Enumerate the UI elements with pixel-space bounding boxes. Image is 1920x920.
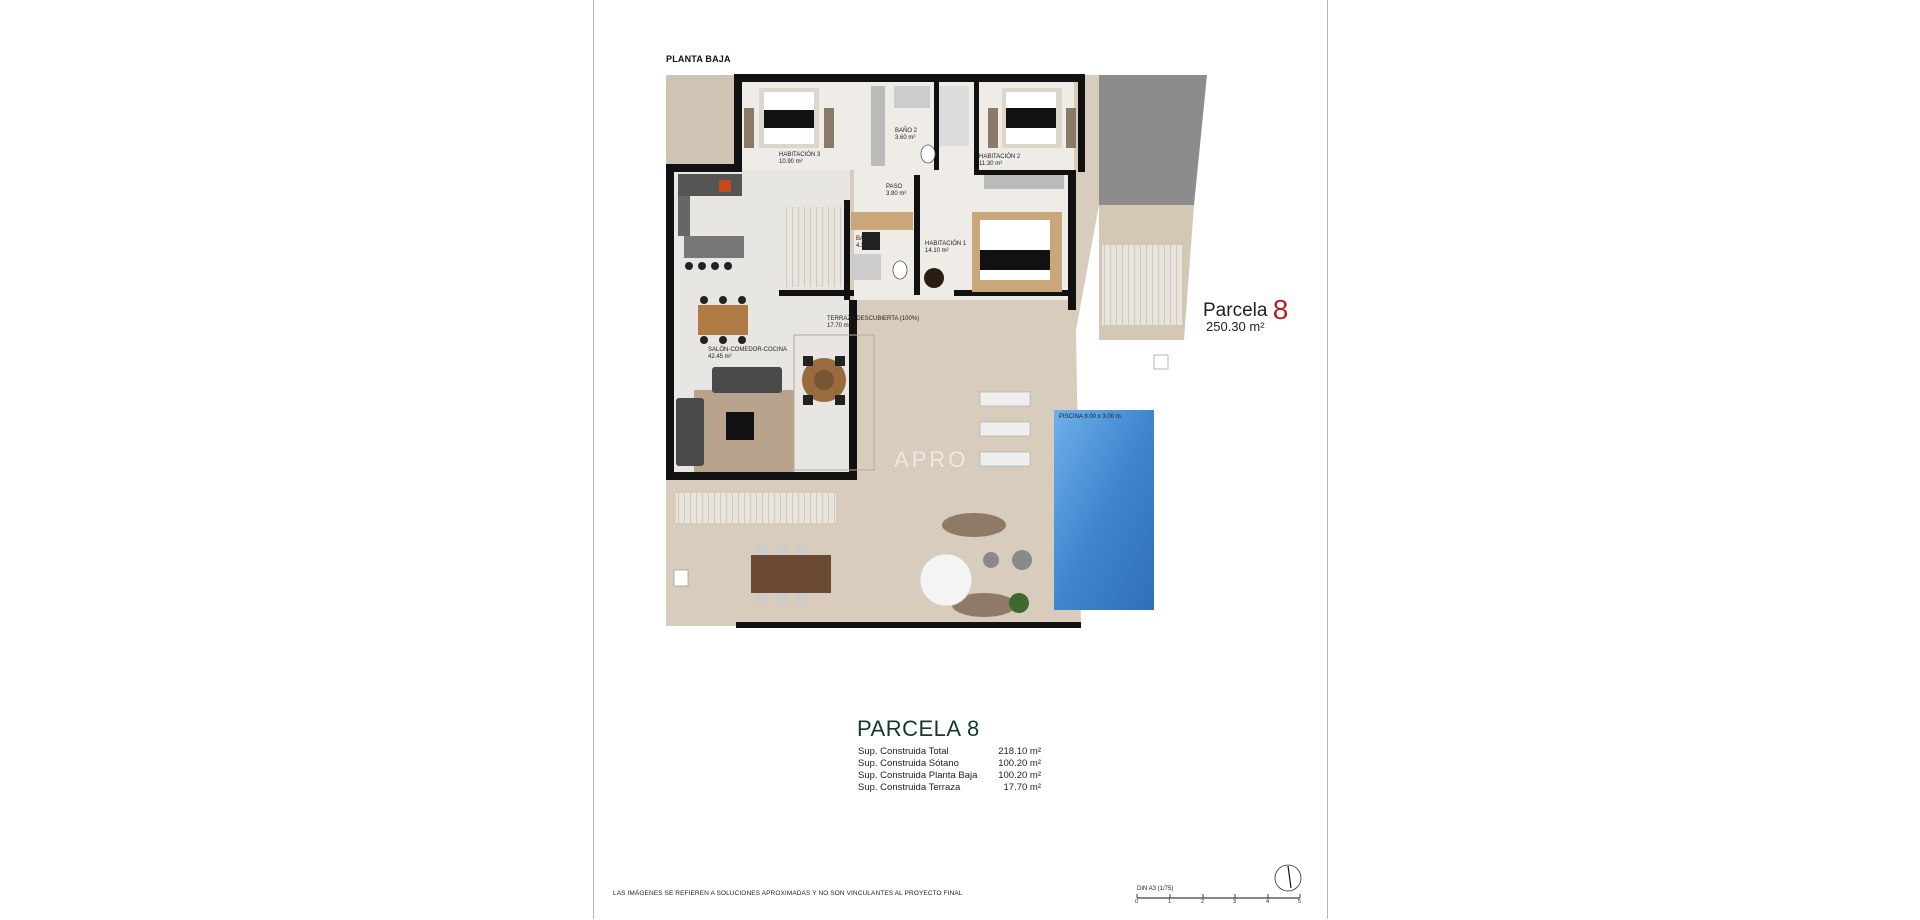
- scale-label: DIN A3 (1/75): [1137, 886, 1174, 892]
- patio: [666, 75, 741, 165]
- room-label-paso: PASO 3.90 m²: [886, 184, 907, 197]
- surfaces-table: [858, 746, 1041, 794]
- room-label-habitacion-2: HABITACIÓN 2 11.30 m²: [979, 154, 1021, 167]
- lower-stairs: [676, 493, 836, 523]
- room-label-bano-1: BAÑO 1 4.30 m²: [856, 236, 879, 249]
- scale-tick: 0: [1135, 899, 1139, 905]
- surface-row: Sup. Construida Sótano 100.20 m²: [858, 758, 1041, 769]
- parcela-word: Parcela: [1203, 300, 1268, 321]
- block-title: PARCELA 8: [857, 716, 980, 741]
- scale-tick: 3: [1233, 899, 1237, 905]
- room-label-bano-2: BAÑO 2 3.60 m²: [895, 128, 918, 141]
- scale-bar: [1137, 894, 1300, 898]
- north-arrow-icon: [1275, 865, 1301, 891]
- neighbor-strip: [1099, 75, 1207, 205]
- plan-sheet: [593, 0, 1328, 919]
- surface-row: Sup. Construida Total 218.10 m²: [858, 746, 1041, 757]
- exterior-stairs: [1102, 245, 1182, 325]
- room-label-terraza: TERRAZA DESCUBIERTA (100%) 17.70 m²: [827, 316, 920, 329]
- room-label-salon: SALÓN-COMEDOR-COCINA 42.45 m²: [708, 347, 788, 360]
- surface-row: Sup. Construida Terraza 17.70 m²: [858, 782, 1041, 793]
- parcela-number: 8: [1272, 294, 1289, 325]
- room-label-habitacion-1: HABITACIÓN 1 14.10 m²: [925, 241, 967, 254]
- pool: [1054, 410, 1154, 610]
- interior-stairs: [786, 207, 841, 287]
- scale-tick: 5: [1298, 899, 1302, 905]
- dining-table: [698, 296, 748, 344]
- scale-tick: 2: [1201, 899, 1205, 905]
- parcela-side-area: 250.30 m²: [1206, 319, 1265, 334]
- scale-tick: 1: [1168, 899, 1172, 905]
- footer-disclaimer: LAS IMÁGENES SE REFIEREN A SOLUCIONES APROXIMADAS Y NO SON VINCULANTES AL PROYECTO FINAL: [613, 890, 963, 897]
- surface-row: Sup. Construida Planta Baja 100.20 m²: [858, 770, 1041, 781]
- scale-tick: 4: [1266, 899, 1270, 905]
- pool-label: PISCINA 8.00 x 3.00 m.: [1059, 414, 1123, 420]
- room-label-habitacion-3: HABITACIÓN 3 10.90 m²: [779, 152, 821, 165]
- watermark: APRO: [894, 447, 969, 472]
- plan-title: PLANTA BAJA: [666, 54, 731, 64]
